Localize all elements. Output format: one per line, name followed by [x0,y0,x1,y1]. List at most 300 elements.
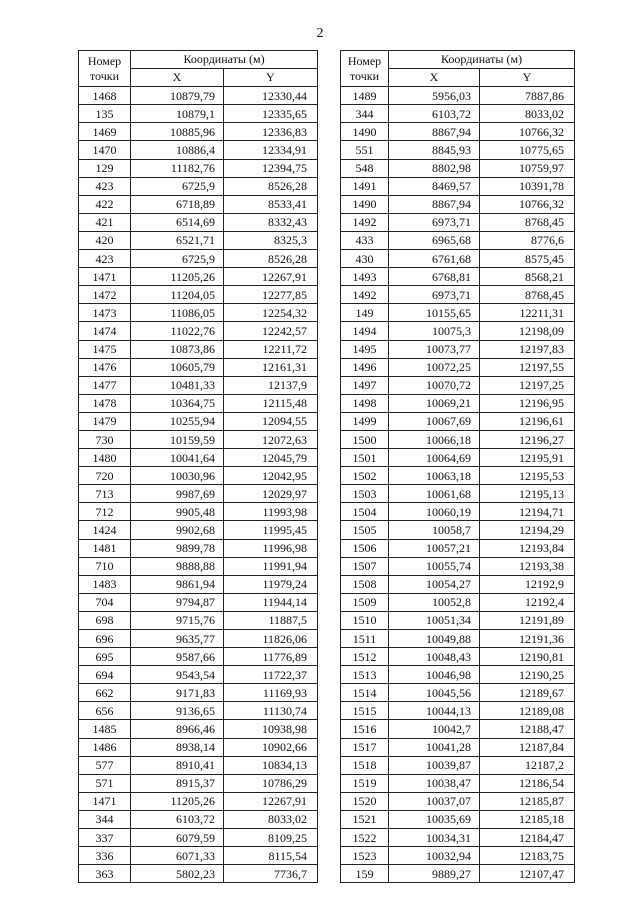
table-row [341,358,575,376]
y-coordinate-cell: 12196,61 [480,412,575,430]
x-coordinate-cell: 10886,4 [131,141,224,159]
table-row [79,177,318,195]
y-coordinate-cell: 10766,32 [480,195,575,213]
y-coordinate-cell: 8533,41 [224,195,318,213]
table-row [341,539,575,557]
point-number-cell: 1501 [341,449,389,467]
x-coordinate-cell: 5802,23 [131,865,224,883]
point-number-cell: 1491 [341,177,389,195]
point-number-cell: 1510 [341,611,389,629]
table-row [79,159,318,177]
table-row [79,630,318,648]
point-number-cell: 1500 [341,430,389,448]
y-coordinate-cell: 12189,67 [480,684,575,702]
x-coordinate-cell: 10063,18 [389,467,480,485]
table-row [79,322,318,340]
table-row [341,865,575,883]
point-number-cell: 1502 [341,467,389,485]
y-coordinate-cell: 12194,71 [480,503,575,521]
x-coordinate-cell: 10067,69 [389,412,480,430]
point-number-cell: 1505 [341,521,389,539]
table-row [79,666,318,684]
table-row [79,485,318,503]
x-coordinate-cell: 9889,27 [389,865,480,883]
table-row [79,213,318,231]
point-number-cell: 712 [79,503,131,521]
point-number-header [79,51,131,87]
x-coordinate-cell: 10159,59 [131,430,224,448]
table-row [79,87,318,105]
x-coordinate-cell: 10481,33 [131,376,224,394]
table-row [341,322,575,340]
point-number-cell: 1494 [341,322,389,340]
y-coordinate-cell: 8115,54 [224,847,318,865]
x-coordinate-cell: 10066,18 [389,430,480,448]
y-coordinate-cell: 11993,98 [224,503,318,521]
y-coordinate-cell: 8526,28 [224,177,318,195]
y-coordinate-cell: 12193,38 [480,557,575,575]
y-header: Y [480,69,575,87]
x-coordinate-cell: 10037,07 [389,792,480,810]
point-number-cell: 1485 [79,720,131,738]
table-row [341,648,575,666]
table-row [79,304,318,322]
point-number-cell: 1469 [79,123,131,141]
y-coordinate-cell: 11169,93 [224,684,318,702]
x-coordinate-cell: 11182,76 [131,159,224,177]
point-number-cell: 1499 [341,412,389,430]
x-coordinate-cell: 10364,75 [131,394,224,412]
table-row [79,250,318,268]
table-row [79,557,318,575]
x-coordinate-cell: 11205,26 [131,792,224,810]
table-row [341,268,575,286]
table-row [79,123,318,141]
point-number-cell: 577 [79,756,131,774]
table-row [341,376,575,394]
y-coordinate-cell: 10834,13 [224,756,318,774]
x-coordinate-cell: 10075,3 [389,322,480,340]
table-row [79,611,318,629]
y-header: Y [224,69,318,87]
point-number-header-line2: точки [349,68,380,83]
y-coordinate-cell: 12194,29 [480,521,575,539]
point-number-cell: 1472 [79,286,131,304]
x-coordinate-cell: 6725,9 [131,177,224,195]
y-coordinate-cell: 10938,98 [224,720,318,738]
table-row [341,231,575,249]
point-number-cell: 159 [341,865,389,883]
point-number-cell: 1476 [79,358,131,376]
table-row [341,756,575,774]
table-row [79,231,318,249]
table-row [79,792,318,810]
y-coordinate-cell: 12254,32 [224,304,318,322]
x-coordinate-cell: 10044,13 [389,702,480,720]
point-number-cell: 129 [79,159,131,177]
y-coordinate-cell: 12198,09 [480,322,575,340]
x-coordinate-cell: 10038,47 [389,774,480,792]
table-row [341,123,575,141]
y-coordinate-cell: 8332,43 [224,213,318,231]
point-number-cell: 344 [341,105,389,123]
x-coordinate-cell: 9987,69 [131,485,224,503]
x-coordinate-cell: 6973,71 [389,286,480,304]
point-number-cell: 656 [79,702,131,720]
x-coordinate-cell: 10030,96 [131,467,224,485]
x-coordinate-cell: 9902,68 [131,521,224,539]
x-coordinate-cell: 10049,88 [389,630,480,648]
table-row [79,467,318,485]
y-coordinate-cell: 12187,2 [480,756,575,774]
table-row [341,105,575,123]
x-coordinate-cell: 10069,21 [389,394,480,412]
point-number-cell: 1486 [79,738,131,756]
table-row [341,177,575,195]
x-coordinate-cell: 10064,69 [389,449,480,467]
table-row [341,286,575,304]
x-coordinate-cell: 10048,43 [389,648,480,666]
x-coordinate-cell: 11022,76 [131,322,224,340]
coordinates-header: Координаты (м) [131,51,318,69]
x-coordinate-cell: 9794,87 [131,593,224,611]
y-coordinate-cell: 12107,47 [480,865,575,883]
point-number-cell: 1498 [341,394,389,412]
x-coordinate-cell: 10041,64 [131,449,224,467]
table-row [79,358,318,376]
y-coordinate-cell: 8033,02 [480,105,575,123]
point-number-header-line2: точки [89,68,120,83]
y-coordinate-cell: 11722,37 [224,666,318,684]
y-coordinate-cell: 12334,91 [224,141,318,159]
point-number-cell: 1511 [341,630,389,648]
y-coordinate-cell: 12190,81 [480,648,575,666]
table-row [79,430,318,448]
point-number-cell: 1478 [79,394,131,412]
x-coordinate-cell: 10045,56 [389,684,480,702]
y-coordinate-cell: 12211,72 [224,340,318,358]
x-coordinate-cell: 10879,1 [131,105,224,123]
x-coordinate-cell: 8845,93 [389,141,480,159]
table-row [79,105,318,123]
point-number-cell: 1490 [341,123,389,141]
table-row [341,774,575,792]
table-row [341,702,575,720]
x-coordinate-cell: 9543,54 [131,666,224,684]
point-number-cell: 1492 [341,213,389,231]
x-coordinate-cell: 9635,77 [131,630,224,648]
point-number-cell: 1477 [79,376,131,394]
y-coordinate-cell: 12029,97 [224,485,318,503]
y-coordinate-cell: 12197,25 [480,376,575,394]
table-row [79,195,318,213]
point-number-cell: 1479 [79,412,131,430]
point-number-cell: 695 [79,648,131,666]
y-coordinate-cell: 12242,57 [224,322,318,340]
point-number-cell: 1480 [79,449,131,467]
x-coordinate-cell: 10605,79 [131,358,224,376]
table-row [341,575,575,593]
y-coordinate-cell: 12094,55 [224,412,318,430]
table-row [341,792,575,810]
y-coordinate-cell: 12394,75 [224,159,318,177]
table-row [79,738,318,756]
y-coordinate-cell: 10786,29 [224,774,318,792]
y-coordinate-cell: 12190,25 [480,666,575,684]
y-coordinate-cell: 8575,45 [480,250,575,268]
y-coordinate-cell: 11979,24 [224,575,318,593]
y-coordinate-cell: 7887,86 [480,87,575,105]
table-row [79,394,318,412]
x-coordinate-cell: 10070,72 [389,376,480,394]
table-row [79,376,318,394]
point-number-cell: 548 [341,159,389,177]
x-coordinate-cell: 8915,37 [131,774,224,792]
y-coordinate-cell: 8526,28 [224,250,318,268]
point-number-cell: 571 [79,774,131,792]
table-row [341,250,575,268]
y-coordinate-cell: 12195,53 [480,467,575,485]
table-row [341,503,575,521]
y-coordinate-cell: 12185,87 [480,792,575,810]
x-coordinate-cell: 10058,7 [389,521,480,539]
point-number-cell: 1489 [341,87,389,105]
table-row [79,268,318,286]
point-number-cell: 421 [79,213,131,231]
y-coordinate-cell: 12183,75 [480,847,575,865]
x-coordinate-cell: 10041,28 [389,738,480,756]
x-coordinate-cell: 11205,26 [131,268,224,286]
x-header: X [389,69,480,87]
point-number-cell: 694 [79,666,131,684]
coordinates-header: Координаты (м) [389,51,575,69]
point-number-cell: 1503 [341,485,389,503]
x-coordinate-cell: 10035,69 [389,810,480,828]
y-coordinate-cell: 11995,45 [224,521,318,539]
table-row [341,412,575,430]
y-coordinate-cell: 11130,74 [224,702,318,720]
point-number-cell: 1495 [341,340,389,358]
x-coordinate-cell: 6103,72 [389,105,480,123]
table-row [341,521,575,539]
y-coordinate-cell: 12335,65 [224,105,318,123]
table-row [341,195,575,213]
table-row [341,467,575,485]
y-coordinate-cell: 12193,84 [480,539,575,557]
point-number-cell: 423 [79,177,131,195]
y-coordinate-cell: 12197,83 [480,340,575,358]
x-coordinate-cell: 8966,46 [131,720,224,738]
x-coordinate-cell: 10055,74 [389,557,480,575]
y-coordinate-cell: 12191,89 [480,611,575,629]
point-number-cell: 1424 [79,521,131,539]
y-coordinate-cell: 10902,66 [224,738,318,756]
y-coordinate-cell: 11944,14 [224,593,318,611]
x-coordinate-cell: 9136,65 [131,702,224,720]
point-number-cell: 363 [79,865,131,883]
x-header: X [131,69,224,87]
table-row [79,521,318,539]
table-row [79,340,318,358]
x-coordinate-cell: 9171,83 [131,684,224,702]
point-number-cell: 1520 [341,792,389,810]
y-coordinate-cell: 12267,91 [224,792,318,810]
table-row [341,593,575,611]
y-coordinate-cell: 12211,31 [480,304,575,322]
y-coordinate-cell: 12045,79 [224,449,318,467]
y-coordinate-cell: 8776,6 [480,231,575,249]
y-coordinate-cell: 12267,91 [224,268,318,286]
x-coordinate-cell: 8910,41 [131,756,224,774]
x-coordinate-cell: 6725,9 [131,250,224,268]
table-row [79,847,318,865]
point-number-header [341,51,389,87]
y-coordinate-cell: 12161,31 [224,358,318,376]
x-coordinate-cell: 9905,48 [131,503,224,521]
x-coordinate-cell: 6079,59 [131,829,224,847]
y-coordinate-cell: 8033,02 [224,810,318,828]
x-coordinate-cell: 6768,81 [389,268,480,286]
x-coordinate-cell: 10060,19 [389,503,480,521]
y-coordinate-cell: 11887,5 [224,611,318,629]
point-number-cell: 698 [79,611,131,629]
y-coordinate-cell: 8109,25 [224,829,318,847]
x-coordinate-cell: 10042,7 [389,720,480,738]
x-coordinate-cell: 10046,98 [389,666,480,684]
point-number-cell: 420 [79,231,131,249]
y-coordinate-cell: 12196,95 [480,394,575,412]
point-number-cell: 149 [341,304,389,322]
table-row [341,213,575,231]
table-row [79,575,318,593]
y-coordinate-cell: 12184,47 [480,829,575,847]
point-number-cell: 710 [79,557,131,575]
table-row [79,702,318,720]
point-number-cell: 1473 [79,304,131,322]
point-number-cell: 1509 [341,593,389,611]
table-row [341,141,575,159]
y-coordinate-cell: 12191,36 [480,630,575,648]
table-row [79,593,318,611]
y-coordinate-cell: 12330,44 [224,87,318,105]
table-row [341,684,575,702]
y-coordinate-cell: 12186,54 [480,774,575,792]
point-number-cell: 1497 [341,376,389,394]
y-coordinate-cell: 12137,9 [224,376,318,394]
x-coordinate-cell: 10155,65 [389,304,480,322]
y-coordinate-cell: 12185,18 [480,810,575,828]
x-coordinate-cell: 10057,21 [389,539,480,557]
point-number-cell: 1474 [79,322,131,340]
x-coordinate-cell: 10052,8 [389,593,480,611]
point-number-header-line1: Номер [347,53,382,68]
y-coordinate-cell: 10766,32 [480,123,575,141]
point-number-cell: 720 [79,467,131,485]
y-coordinate-cell: 10391,78 [480,177,575,195]
x-coordinate-cell: 6521,71 [131,231,224,249]
table-row [79,720,318,738]
x-coordinate-cell: 6071,33 [131,847,224,865]
x-coordinate-cell: 8867,94 [389,195,480,213]
point-number-cell: 1471 [79,268,131,286]
y-coordinate-cell: 12189,08 [480,702,575,720]
y-coordinate-cell: 12336,83 [224,123,318,141]
point-number-cell: 1514 [341,684,389,702]
coordinates-table-right [340,50,575,883]
table-row [79,829,318,847]
x-coordinate-cell: 10073,77 [389,340,480,358]
x-coordinate-cell: 10885,96 [131,123,224,141]
point-number-cell: 337 [79,829,131,847]
table-row [341,485,575,503]
x-coordinate-cell: 10054,27 [389,575,480,593]
point-number-cell: 1468 [79,87,131,105]
table-row [79,449,318,467]
point-number-cell: 1506 [341,539,389,557]
y-coordinate-cell: 8768,45 [480,213,575,231]
y-coordinate-cell: 10775,65 [480,141,575,159]
table-row [79,865,318,883]
table-row [341,847,575,865]
y-coordinate-cell: 8325,3 [224,231,318,249]
point-number-cell: 551 [341,141,389,159]
x-coordinate-cell: 10873,86 [131,340,224,358]
x-coordinate-cell: 8469,57 [389,177,480,195]
point-number-header-line1: Номер [87,53,122,68]
x-coordinate-cell: 10051,34 [389,611,480,629]
point-number-cell: 1470 [79,141,131,159]
point-number-cell: 1471 [79,792,131,810]
point-number-cell: 433 [341,231,389,249]
point-number-cell: 1513 [341,666,389,684]
point-number-cell: 1490 [341,195,389,213]
point-number-cell: 1483 [79,575,131,593]
x-coordinate-cell: 9715,76 [131,611,224,629]
y-coordinate-cell: 7736,7 [224,865,318,883]
y-coordinate-cell: 12277,85 [224,286,318,304]
point-number-cell: 713 [79,485,131,503]
point-number-cell: 704 [79,593,131,611]
table-row [341,340,575,358]
x-coordinate-cell: 9888,88 [131,557,224,575]
y-coordinate-cell: 11776,89 [224,648,318,666]
y-coordinate-cell: 12197,55 [480,358,575,376]
x-coordinate-cell: 9861,94 [131,575,224,593]
y-coordinate-cell: 12188,47 [480,720,575,738]
x-coordinate-cell: 10034,31 [389,829,480,847]
y-coordinate-cell: 12187,84 [480,738,575,756]
point-number-cell: 1516 [341,720,389,738]
table-row [341,87,575,105]
table-row [79,648,318,666]
x-coordinate-cell: 9587,66 [131,648,224,666]
x-coordinate-cell: 6103,72 [131,810,224,828]
y-coordinate-cell: 11996,98 [224,539,318,557]
y-coordinate-cell: 12195,13 [480,485,575,503]
table-row [79,141,318,159]
x-coordinate-cell: 6514,69 [131,213,224,231]
point-number-cell: 662 [79,684,131,702]
x-coordinate-cell: 10061,68 [389,485,480,503]
y-coordinate-cell: 12042,95 [224,467,318,485]
point-number-cell: 1504 [341,503,389,521]
y-coordinate-cell: 8568,21 [480,268,575,286]
point-number-cell: 1493 [341,268,389,286]
table-row [341,304,575,322]
y-coordinate-cell: 12115,48 [224,394,318,412]
x-coordinate-cell: 11204,05 [131,286,224,304]
y-coordinate-cell: 11826,06 [224,630,318,648]
